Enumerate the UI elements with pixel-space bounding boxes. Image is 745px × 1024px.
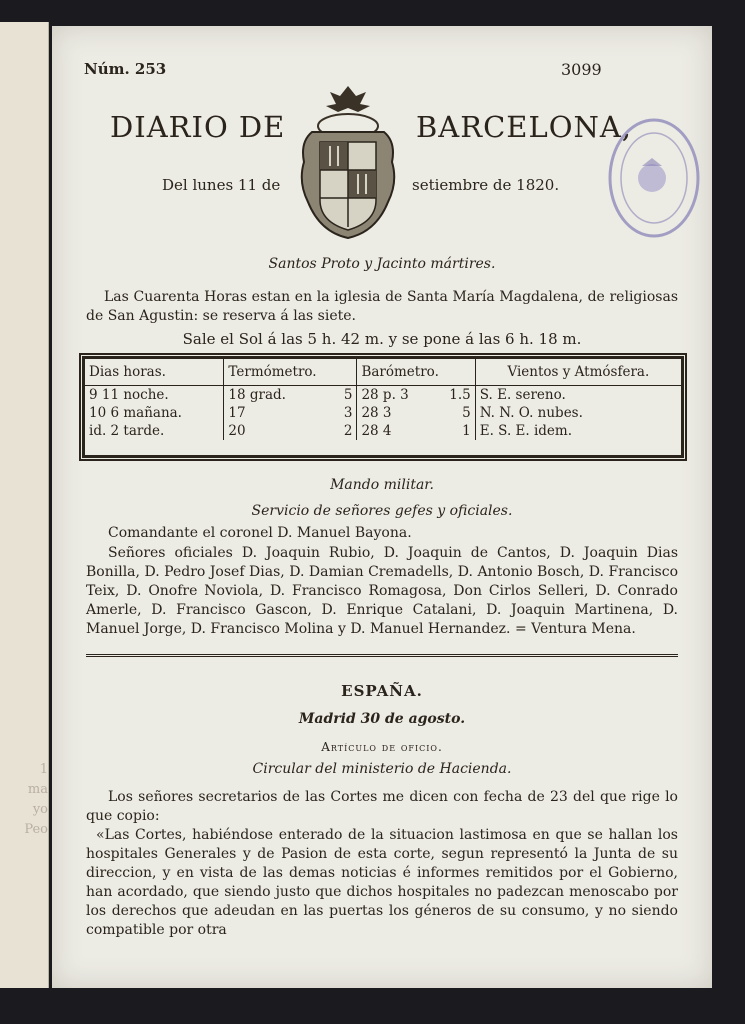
section-heading-mando-militar: Mando militar. [330,477,434,493]
cell-thermo-frac: 5 [330,386,357,405]
cell-thermo-frac: 3 [330,404,357,422]
issue-number: Núm. 253 [84,60,167,78]
col-thermometer: Termómetro. [224,359,357,386]
cell-day-hour: id. 2 tarde. [85,422,224,440]
comandante-line: Comandante el coronel D. Manuel Bayona. [108,525,412,541]
library-stamp-icon [604,112,702,242]
cell-thermo: 18 grad. [228,387,286,403]
date-line-left: Del lunes 11 de [162,176,281,194]
col-barometer: Barómetro. [357,359,475,386]
left-page-fragment: 1 [39,762,48,777]
cell-baro-frac: 5 [434,404,475,422]
weather-table [82,356,684,458]
col-days-hours: Dias horas. [85,359,224,386]
cell-baro: 28 3 [361,405,392,421]
section-heading-espana: ESPAÑA. [341,682,423,700]
article-intro-paragraph: Los señores secretarios de las Cortes me dicen con fecha de 23 del que rige lo que copio: [86,789,678,824]
folio-number: 3099 [561,60,602,79]
cell-day-hour: 10 6 mañana. [85,404,224,422]
left-page-fragment: yo [32,802,48,817]
weather-row [85,422,681,440]
cuarenta-horas-notice: Las Cuarenta Horas estan en la iglesia de Santa María Magdalena, de religiosas de San Agustin: se reserva á las siete. [86,289,678,324]
cell-baro: 28 p. 3 [361,387,409,403]
section-subheading-servicio: Servicio de señores gefes y oficiales. [251,503,513,519]
article-body-paragraph: «Las Cortes, habiéndose enterado de la situacion lastimosa en que se hallan los hospitales Generales y de Pasion de esta corte, segun representó la Junta de su direccion, y en vista de las demas noticias é informes remitidos por el Gobierno, han acordado, que siendo justo que dichos hospitales no padezcan menoscabo por los derechos que adeudan en las puertas los géneros de su consumo, y no siendo compatible por otra [86,827,678,938]
coat-of-arms-icon [290,82,406,242]
masthead-title-left: DIARIO DE [110,110,286,144]
cell-day-hour: 9 11 noche. [85,386,224,405]
date-line-right: setiembre de 1820. [412,176,560,194]
cell-thermo: 20 [228,423,246,439]
cell-baro-frac: 1 [434,422,475,440]
masthead-title-right: BARCELONA, [416,110,633,144]
newspaper-page [52,26,712,988]
weather-row [85,404,681,422]
section-divider [86,654,678,657]
cell-wind: E. S. E. idem. [479,423,572,439]
circular-heading: Circular del ministerio de Hacienda. [252,761,512,777]
weather-header-row [85,359,681,386]
col-winds: Vientos y Atmósfera. [475,359,681,386]
sunrise-sunset-line: Sale el Sol á las 5 h. 42 m. y se pone á las 6 h. 18 m. [182,330,582,348]
officers-paragraph: Señores oficiales D. Joaquin Rubio, D. Joaquin de Cantos, D. Joaquin Dias Bonilla, D. Pedro Josef Dias, D. Damian Cremadells, D. Antonio Bosch, D. Francisco Teix, D. Onofre Noviola, D. Francisco Romagosa, Don Cirlos Selleri, D. Conrado Amerle, D. Francisco Gascon, D. Enrique Catalani, D. Joaquin Martinena, D. Manuel Jorge, D. Francisco Molina y D. Manuel Hernandez. = Ventura Mena. [86,545,678,637]
articulo-de-oficio: Artículo de oficio. [321,740,443,754]
left-page-fragment: Peo [24,822,48,837]
dateline-madrid: Madrid 30 de agosto. [298,711,466,727]
weather-row [85,386,681,405]
cell-baro-frac: 1.5 [434,386,475,405]
cell-thermo-frac: 2 [330,422,357,440]
saints-of-the-day: Santos Proto y Jacinto mártires. [268,256,496,272]
cell-wind: N. N. O. nubes. [479,405,583,421]
cell-baro: 28 4 [361,423,392,439]
cell-wind: S. E. sereno. [479,387,566,403]
cell-thermo: 17 [228,405,246,421]
left-page-edge [0,22,49,988]
left-page-fragment: ma [27,782,48,797]
